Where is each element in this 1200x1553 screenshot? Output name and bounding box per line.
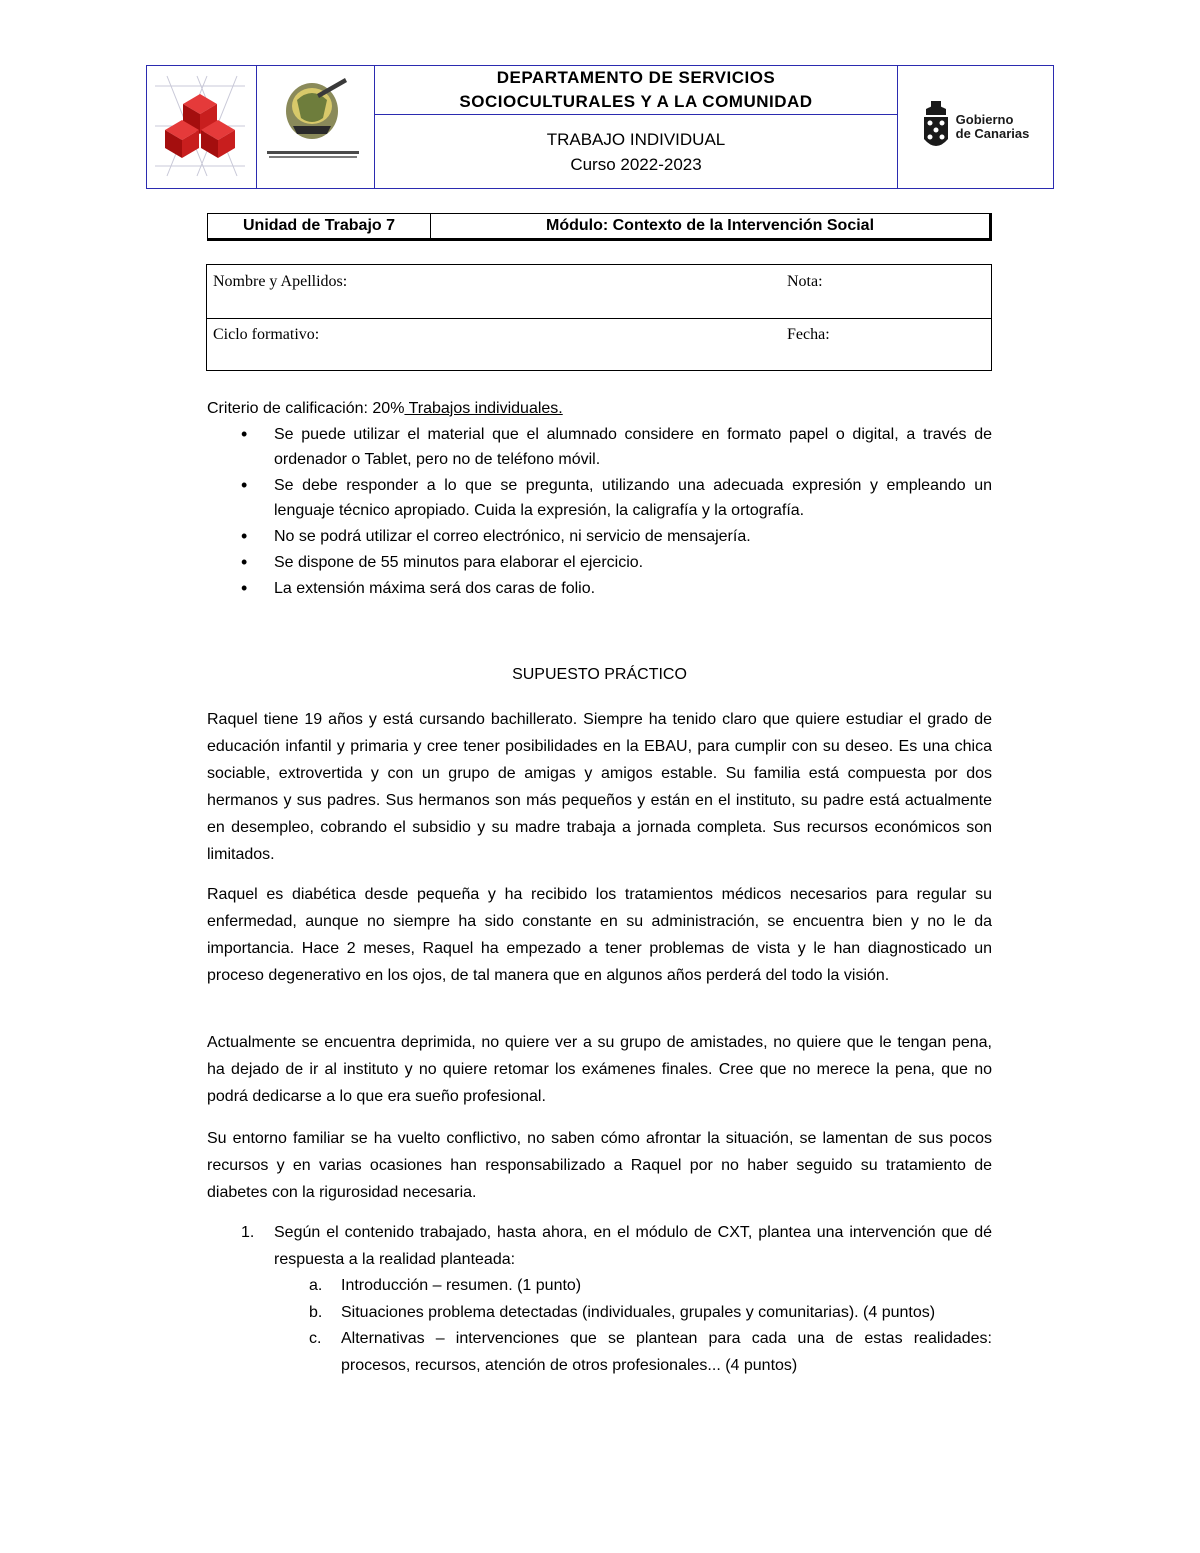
questions-list [207,1220,992,1379]
subitem-letter: b. [309,1303,323,1321]
doc-type: TRABAJO INDIVIDUAL [546,129,726,149]
subitem-text: Situaciones problema detectadas (individuales, grupales y comunitarias). (4 puntos) [341,1303,936,1321]
question-subitems [274,1273,992,1379]
case-paragraph-1: Raquel tiene 19 años y está cursando bachillerato. Siempre ha tenido claro que quiere estudiar el grado de educación infantil y primaria y cree tener posibilidades en la EBAU, para cumplir con su deseo. Es una chica sociable, extrovertida y con un grupo de amigas y amigos estable. Su familia está compuesta por dos hermanos y sus padres. Sus hermanos son más pequeños y están en el instituto, su padre está actualmente en desempleo, cobrando el subsidio y su madre trabaja a jornada completa. Sus recursos económicos son limitados. [207,711,992,863]
subitem [274,1273,992,1300]
question-item [207,1220,992,1379]
subitem [274,1300,992,1327]
subitem-text: Introducción – resumen. (1 punto) [341,1277,582,1294]
institute-emblem [257,66,375,188]
coat-of-arms-icon [922,101,950,153]
list-item: • Se dispone de 55 minutos para elaborar el ejercicio. [207,550,992,575]
student-info-table [206,264,992,371]
grading-criteria [207,396,992,423]
header-title-cell [375,66,898,188]
gov-line-2: de Canarias [955,126,1030,141]
student-row-2 [207,318,991,371]
module-label: Módulo: Contexto de la Intervención Social [545,217,875,234]
subitem-letter: c. [309,1330,322,1347]
criteria-prefix: Criterio de calificación: 20% [207,400,405,417]
header-table [146,65,1054,189]
subitem [274,1326,992,1379]
grade-label: Nota: [787,273,823,290]
subitem-letter: a. [309,1277,323,1294]
subitem-text: Alternativas – intervenciones que se plantean para cada una de estas realidades: procesos, recursos, atención de otros profesionales... (4 puntos) [341,1330,992,1374]
date-label: Fecha: [787,326,830,343]
emblem-icon [257,66,371,186]
question-text: Según el contenido trabajado, hasta ahora, en el módulo de CXT, plantea una intervención que dé respuesta a la realidad planteada: [274,1224,992,1268]
course-year: Curso 2022-2023 [570,154,702,174]
cycle-label: Ciclo formativo: [213,326,320,343]
gov-line-1: Gobierno [955,112,1014,127]
list-item: • Se puede utilizar el material que el alumnado considere en formato papel o digital, a través de ordenador o Tablet, pero no de teléfono móvil. [207,422,992,472]
unit-module-table [207,213,992,241]
criteria-underlined: Trabajos individuales. [404,400,563,417]
question-number: 1. [241,1224,255,1241]
name-label: Nombre y Apellidos: [213,273,348,290]
case-paragraph-2: Raquel es diabética desde pequeña y ha recibido los tratamientos médicos necesarios para regular su enfermedad, aunque no siempre ha sido constante en su administración, se encuentra bien y no le da importancia. Hace 2 meses, Raquel ha empezado a tener problemas de vista y le han diagnosticado un proceso degenerativo en los ojos, de tal manera que en algunos años perderá del todo la visión. [207,886,992,984]
student-row-1 [207,265,991,319]
gobierno-canarias-logo [898,66,1053,188]
unit-label: Unidad de Trabajo 7 [208,214,431,238]
case-title: SUPUESTO PRÁCTICO [512,666,687,683]
cubes-logo-icon [147,66,253,186]
department-line-2: SOCIOCULTURALES Y A LA COMUNIDAD [459,92,813,111]
list-item: • La extensión máxima será dos caras de folio. [207,576,992,601]
case-paragraph-4: Su entorno familiar se ha vuelto conflictivo, no saben cómo afrontar la situación, se lamentan de sus pocos recursos y en varias ocasiones han responsabilizado a Raquel por no haber seguido su tratamiento de diabetes con la rigurosidad necesaria. [207,1130,992,1201]
department-line-1: DEPARTAMENTO DE SERVICIOS [496,68,776,87]
criteria-list [207,422,992,602]
list-item: • No se podrá utilizar el correo electrónico, ni servicio de mensajería. [207,524,992,549]
case-paragraph-3: Actualmente se encuentra deprimida, no quiere ver a su grupo de amistades, no quiere que le tengan pena, ha dejado de ir al instituto y no quiere retomar los exámenes finales. Cree que no merece la pena, que no podrá dedicarse a lo que era sueño profesional. [207,1034,992,1105]
list-item: • Se debe responder a lo que se pregunta, utilizando una adecuada expresión y empleando un lenguaje técnico apropiado. Cuida la expresión, la caligrafía y la ortografía. [207,473,992,523]
school-logo [147,66,257,188]
